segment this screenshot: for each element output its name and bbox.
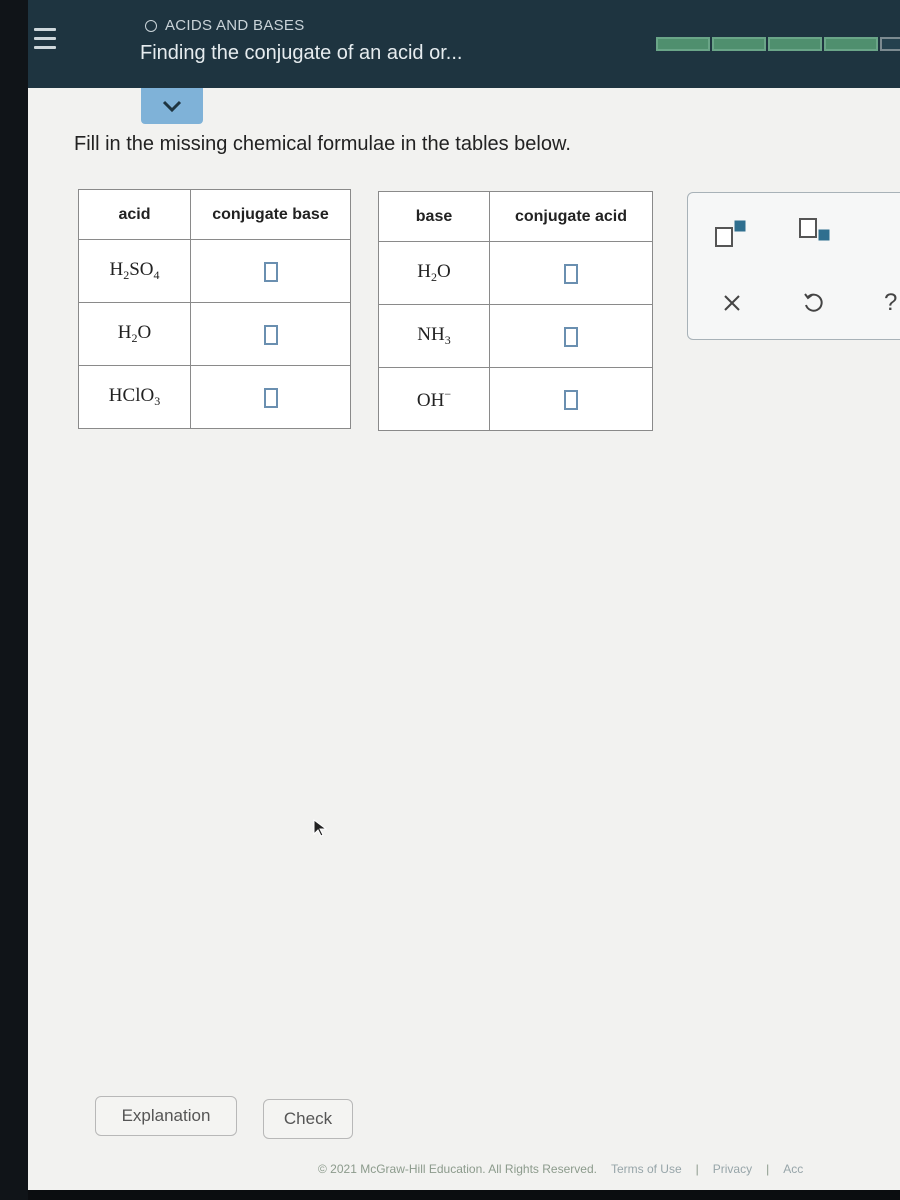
base-formula: $H_2O$: [379, 242, 490, 305]
privacy-link[interactable]: Privacy: [712, 1162, 753, 1176]
column-header-conjugate-base: conjugate base: [191, 190, 351, 240]
progress-segment: [768, 37, 822, 51]
screen-bezel: [0, 0, 28, 1200]
instructions: Fill in the missing chemical formulae in the tables below.: [74, 133, 571, 155]
acid-formula: $H_2SO_4$: [79, 240, 191, 303]
collapse-button[interactable]: [141, 88, 203, 124]
close-icon[interactable]: [722, 293, 742, 313]
acid-table: [78, 189, 351, 429]
accessibility-link[interactable]: Acc: [783, 1162, 804, 1176]
conjugate-base-input-cell: [191, 303, 351, 366]
column-header-acid: acid: [79, 190, 191, 240]
explanation-button[interactable]: Explanation: [95, 1096, 237, 1136]
subscript-box-icon[interactable]: [798, 217, 838, 247]
chevron-down-icon: [161, 99, 183, 113]
acid-formula: HClO$_3$: [79, 366, 191, 429]
answer-input[interactable]: [564, 327, 578, 347]
check-button[interactable]: Check: [263, 1099, 353, 1139]
app-screen: [28, 0, 900, 1190]
superscript-box-icon[interactable]: [714, 219, 754, 249]
progress-bar: [656, 37, 900, 51]
answer-input[interactable]: [564, 264, 578, 284]
formula-toolbox: [687, 192, 900, 340]
copyright-text: © 2021 McGraw-Hill Education. All Rights Reserved.: [318, 1162, 597, 1176]
table-row: [379, 368, 653, 431]
answer-input[interactable]: [264, 388, 278, 408]
undo-icon[interactable]: [801, 291, 825, 315]
base-table: [378, 191, 653, 431]
topic-text: ACIDS AND BASES: [165, 17, 305, 34]
footer-divider: |: [695, 1162, 699, 1176]
menu-icon[interactable]: [34, 28, 56, 58]
answer-input[interactable]: [564, 390, 578, 410]
footer-divider: |: [766, 1162, 770, 1176]
table-row: [79, 240, 351, 303]
help-icon[interactable]: ?: [884, 289, 898, 316]
column-header-base: base: [379, 192, 490, 242]
progress-segment: [880, 37, 900, 51]
page-title: Finding the conjugate of an acid or...: [140, 42, 463, 64]
mouse-cursor-icon: [312, 818, 328, 838]
progress-segment: [712, 37, 766, 51]
acid-formula: $H_2O$: [79, 303, 191, 366]
conjugate-base-input-cell: [191, 366, 351, 429]
progress-segment: [824, 37, 878, 51]
table-row: [79, 366, 351, 429]
topic-label: [145, 17, 305, 34]
base-formula: $NH_3$: [379, 305, 490, 368]
conjugate-base-input-cell: [191, 240, 351, 303]
table-row: [379, 242, 653, 305]
progress-segment: [656, 37, 710, 51]
table-row: [79, 303, 351, 366]
base-formula: OH−: [379, 368, 490, 431]
answer-input[interactable]: [264, 325, 278, 345]
conjugate-acid-input-cell: [490, 242, 653, 305]
column-header-conjugate-acid: conjugate acid: [490, 192, 653, 242]
footer: [318, 1162, 803, 1176]
answer-input[interactable]: [264, 262, 278, 282]
topic-status-icon: [145, 20, 157, 32]
conjugate-acid-input-cell: [490, 368, 653, 431]
table-row: [379, 305, 653, 368]
terms-link[interactable]: Terms of Use: [610, 1162, 682, 1176]
conjugate-acid-input-cell: [490, 305, 653, 368]
